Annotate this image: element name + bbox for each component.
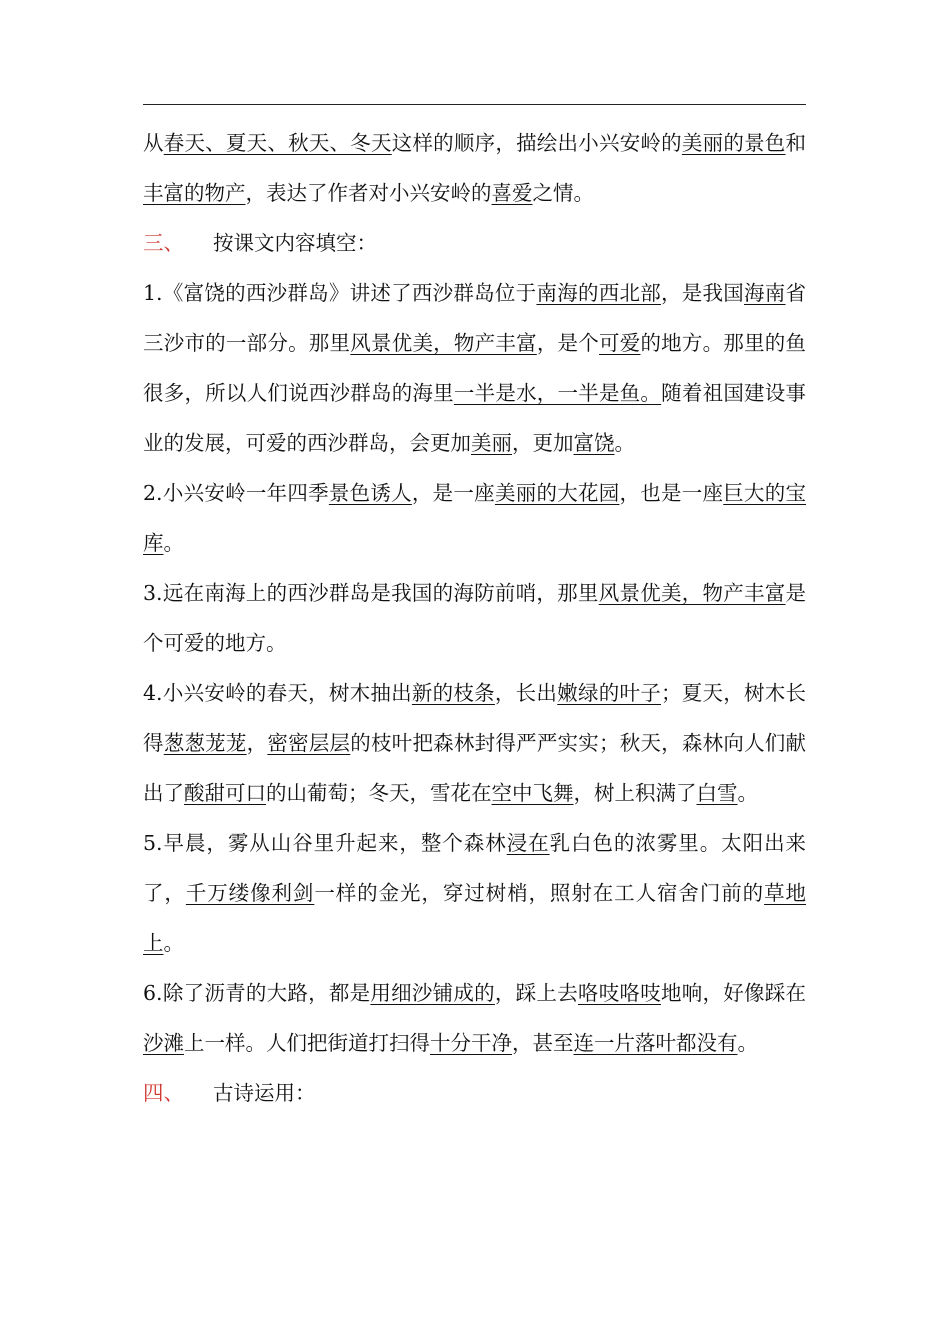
answer-blank: 海南 <box>744 281 786 305</box>
answer-blank: 景色诱人 <box>328 481 412 505</box>
answer-blank: 浸在 <box>506 831 550 855</box>
prompt-text: 2.小兴安岭一年四季 <box>143 481 329 505</box>
answer-blank: 富饶 <box>573 431 615 455</box>
prompt-text: ，也是一座 <box>619 481 724 505</box>
prompt-text: 5.早晨，雾从山谷里升起来，整个森林 <box>143 831 507 855</box>
prompt-text: ，更加 <box>512 431 574 455</box>
section-3-heading <box>143 218 806 268</box>
section-4-number: 四、 <box>143 1081 184 1105</box>
answer-blank: 喜爱 <box>491 181 533 205</box>
prompt-text: ，是我国 <box>660 281 745 305</box>
prompt-text: 6.除了沥青的大路，都是 <box>143 981 371 1005</box>
answer-blank: 十分干净 <box>430 1031 512 1055</box>
prompt-text: 省三沙市的一部分。那里 <box>143 281 807 355</box>
answer-blank: 风景优美，物产丰富 <box>350 331 537 355</box>
item-6 <box>143 968 806 1068</box>
item-3 <box>143 568 806 668</box>
prompt-text: 从 <box>143 131 164 155</box>
prompt-text: ，是个 <box>536 331 599 355</box>
item-1 <box>143 268 806 468</box>
answer-blank: 可爱 <box>599 331 641 355</box>
answer-blank: 草地上 <box>143 881 807 955</box>
answer-blank: 沙滩 <box>143 1031 184 1055</box>
answer-blank: 酸甜可口 <box>184 781 266 805</box>
section-3-number: 三、 <box>143 231 184 255</box>
prompt-text: 和 <box>785 131 807 155</box>
section-3-title: 按课文内容填空： <box>213 231 377 255</box>
item-5 <box>143 818 806 968</box>
answer-blank: 一半是水，一半是鱼。 <box>453 381 662 405</box>
prompt-text: ，踩上去 <box>494 981 578 1005</box>
prompt-text: 。 <box>737 1031 758 1055</box>
answer-blank: 葱葱茏茏 <box>163 731 247 755</box>
answer-blank: 千万缕像利剑 <box>185 881 315 905</box>
prompt-text: 4.小兴安岭的春天，树木抽出 <box>143 681 412 705</box>
top-rule <box>143 104 806 105</box>
prompt-text: ， <box>246 731 268 755</box>
prompt-text: ，表达了作者对小兴安岭的 <box>245 181 492 205</box>
section-4-heading <box>143 1068 806 1118</box>
section-4-title: 古诗运用： <box>213 1081 316 1105</box>
prompt-text: 一样的金光，穿过树梢，照射在工人宿舍门前的 <box>314 881 765 905</box>
answer-blank: 巨大的宝库 <box>143 481 807 555</box>
prompt-text: 上一样。人们把街道打扫得 <box>184 1031 430 1055</box>
answer-blank: 新的枝条 <box>411 681 495 705</box>
answer-blank: 密密层层 <box>267 731 351 755</box>
prompt-text: 。 <box>614 431 635 455</box>
answer-blank: 风景优美，物产丰富 <box>598 581 786 605</box>
prompt-text: 之情。 <box>532 181 594 205</box>
prompt-text: 的山葡萄；冬天，雪花在 <box>266 781 492 805</box>
prompt-text: ，树上积满了 <box>573 781 697 805</box>
answer-blank: 咯吱咯吱 <box>577 981 661 1005</box>
answer-blank: 美丽的景色 <box>681 131 786 155</box>
answer-blank: 南海的西北部 <box>536 281 661 305</box>
prompt-text: 地响，好像踩在 <box>660 981 807 1005</box>
prompt-text: 3.远在南海上的西沙群岛是我国的海防前哨，那里 <box>143 581 599 605</box>
prompt-text: 。 <box>737 781 758 805</box>
intro-paragraph <box>143 118 806 218</box>
answer-blank: 丰富的物产 <box>143 181 246 205</box>
prompt-text: 是个可爱的地方。 <box>143 581 807 655</box>
page-content <box>143 118 806 1118</box>
prompt-text: 的枝叶把森林封得严严实实；秋天，森林向人们献出了 <box>143 731 807 805</box>
prompt-text: 这样的顺序，描绘出小兴安岭的 <box>391 131 682 155</box>
prompt-text: ；夏天，树木长得 <box>143 681 807 755</box>
prompt-text: ，甚至 <box>512 1031 574 1055</box>
answer-blank: 美丽的大花园 <box>494 481 620 505</box>
prompt-text: 。 <box>163 531 184 555</box>
answer-blank: 用细沙铺成的 <box>370 981 495 1005</box>
prompt-text: 1.《富饶的西沙群岛》讲述了西沙群岛位于 <box>143 281 537 305</box>
prompt-text: ，是一座 <box>411 481 495 505</box>
item-2 <box>143 468 806 568</box>
prompt-text: 的地方。那里的鱼很多，所以人们说西沙群岛的海里 <box>143 331 807 405</box>
answer-blank: 空中飞舞 <box>491 781 574 805</box>
item-4 <box>143 668 806 818</box>
prompt-text: 随着祖国建设事业的发展，可爱的西沙群岛，会更加 <box>143 381 807 455</box>
prompt-text: 乳白色的浓雾里。太阳出来了， <box>143 831 807 905</box>
answer-blank: 美丽 <box>471 431 512 455</box>
answer-blank: 白雪 <box>696 781 738 805</box>
answer-blank: 嫩绿的叶子 <box>557 681 661 705</box>
prompt-text: ，长出 <box>494 681 558 705</box>
prompt-text: 。 <box>163 931 184 955</box>
answer-blank: 连一片落叶都没有 <box>573 1031 738 1055</box>
answer-blank: 春天、夏天、秋天、冬天 <box>163 131 392 155</box>
